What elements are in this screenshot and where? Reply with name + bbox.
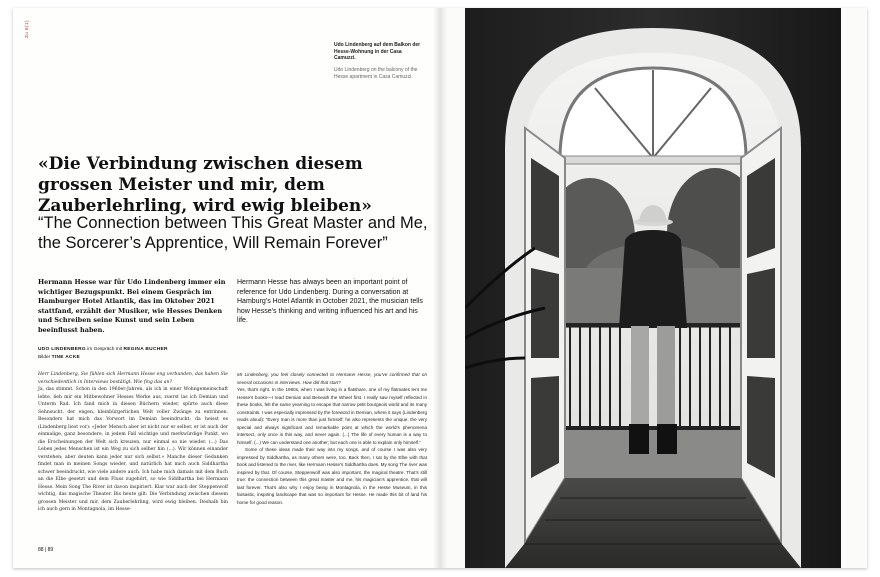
lead-english: Hermann Hesse has always been an important point of reference for Udo Lindenberg. During a conversation at Hamburg’s Hotel Atlantik in October 2021, the musician tells how Hesse’s thinking and writing influenced his art and his life.: [237, 279, 423, 324]
caption-english: Udo Lindenberg on the balcony of the Hesse apartment in Casa Camuzzi.: [334, 67, 418, 80]
caption-german: Udo Lindenberg auf dem Balkon der Hesse-Wohnung in der Casa Camuzzi.: [334, 42, 421, 61]
gutter-shadow: [433, 8, 447, 568]
answer-german: Ja, das stimmt. Schon in den 1960er-Jahren, als ich in einer Wohngemeinschaft lebte, lieh mir ein Mitbewohner Hesses Werke aus, zuerst las ich Demian und Unterm Rad. Ich fand mich in diesen Büchern wieder, spürte auch diese Sehnsucht, der engen, kleinbürgerlichen Welt voller Zwänge zu entrinnen. Besonders hat mich das Vorwort im Demian beeindruckt; da heisst es (Lindenberg liest vor): «Jeder Mensch aber ist nicht nur er selber, er ist auch der einmalige, ganz besondere, in jedem Fall wichtige und merkwürdige Punkt, wo die Erscheinungen der Welt sich kreuzen, nur einmal so nie wieder. (...) Das Leben jedes Menschen ist ein Weg zu sich selber hin (...). Wir können einander verstehen; aber deuten kann jeder nur sich selbst.» Manche dieser Gedanken findet man in meinen Songs wieder, und natürlich hat mich auch Siddhartha schwer beeindruckt, wie viele andere auch. Ich habe mich damals mit dem Buch an die Elbe gesetzt und dem Fluss zugehört, so wie Siddhartha bei Hermann Hesse. Mein Song The River ist davon inspiriert. Klar war auch der Steppenwolf wichtig, das magische Theater. Bis heute gilt: Die Verbindung zwischen diesem grossen Meister und mir, dem Zauberlehrling, wird ewig bleiben. Deshalb bin ich auch gern in Montagnola, im Hesse-: [38, 387, 228, 512]
balcony-photo: [465, 8, 841, 568]
answer-english-2: Some of these ideas made their way into my songs, and of course I was also very impressed by Siddhartha, as many others were, too. Back then, I sat by the Elbe with that book and listened to the river, like Hermann Hesse’s Siddhartha does. My song The river was inspired by that. Of course, Steppenwolf was also important, the magical theatre. That’s still true: the connection between this great master and me, his magician’s apprentice, that will last forever. That’s also why I enjoy being in Montagnola, in the Hesse Museum, in this fantastic, inspiring landscape that was so important for Hesse. He made this bit of land his home for good reason.: [237, 447, 427, 505]
body-english: [237, 371, 427, 506]
left-page: [13, 8, 440, 568]
byline-connector: im Gespräch mit: [85, 347, 124, 352]
headline-german: «Die Verbindung zwischen diesem grossen Meister und mir, dem Zauberlehrling, wird ewig bleiben»: [38, 154, 372, 216]
headline-english: “The Connection between This Great Master and Me, the Sorcerer’s Apprentice, Will Remain Forever”: [38, 214, 428, 252]
balcony-floor: [563, 430, 743, 480]
section-tab: Zu 6(1): [24, 19, 29, 38]
question-german: Herr Lindenberg, Sie fühlen sich Hermann Hesse eng verbunden, das haben Sie verschiedentlich in Interviews bestätigt. Wie fing das an?: [38, 372, 228, 385]
photo-credit-label: Bilder: [38, 355, 52, 360]
byline: [38, 346, 228, 354]
photo-credit: [38, 354, 228, 362]
body-german: [38, 371, 228, 514]
credits: [38, 346, 228, 362]
interviewer-name: REGINA BUCHER: [123, 347, 168, 352]
page-numbers: 88 | 89: [38, 547, 54, 553]
lead-german: Hermann Hesse war für Udo Lindenberg immer ein wichtiger Bezugspunkt. Bei einem Gespräch im Hamburger Hotel Atlantik, das im Oktober 2021 stattfand, erzählt der Musiker, wie Hesses Denken und Schreiben seine Kunst und sein Leben beeinflusst haben.: [38, 278, 226, 334]
author-name: UDO LINDENBERG: [38, 347, 86, 352]
question-english: Mr Lindenberg, you feel closely connected to Hermann Hesse, you’ve confirmed that on several occasions in interviews. How did that start?: [237, 372, 427, 385]
photographer-name: TINE ACKE: [51, 355, 80, 360]
answer-english-1: Yes, that’s right. In the 1960s, when I was living in a flatshare, one of my flatmates lent me Hesse’s books—I read Demian and Beneath the Wheel first. I really saw myself reflected in these books, felt the same yearning to escape that narrow petit bourgeois world and its many constraints. I was especially impressed by the foreword in Demian, where it says (Lindenberg reads aloud): “Every man is more than just himself; he also represents the unique, the very special and always significant and remarkable point at which the world’s phenomena intersect, only once in this way, and never again. (...) The life of every human is a way to himself. (...) We can understand one another; but each one is able to explain only himself.”: [237, 387, 427, 445]
